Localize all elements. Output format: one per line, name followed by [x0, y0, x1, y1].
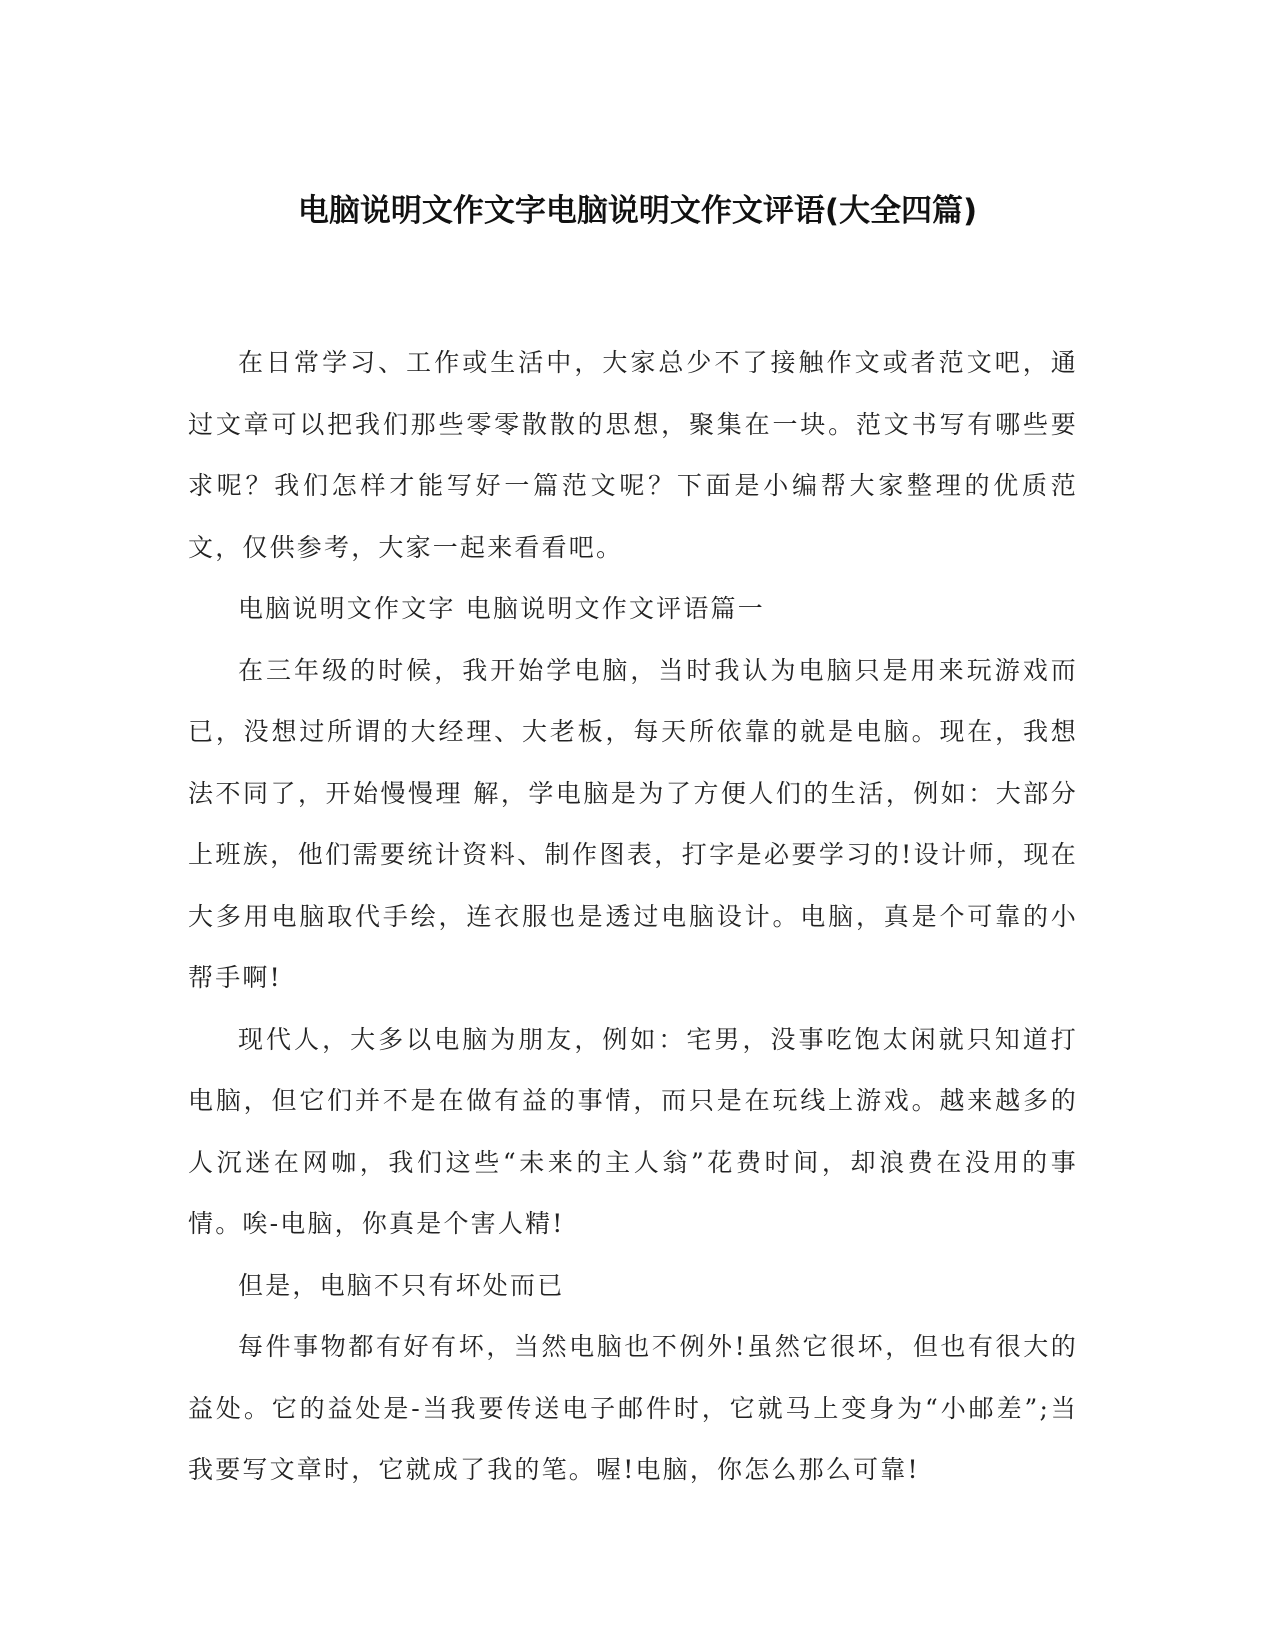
- body-paragraph: 每件事物都有好有坏，当然电脑也不例外!虽然它很坏，但也有很大的益处。它的益处是-当我要传送电子邮件时，它就马上变身为“小邮差”;当我要写文章时，它就成了我的笔。喔!电脑，你怎么那么可靠!: [188, 1332, 1078, 1484]
- body-paragraph: 在三年级的时候，我开始学电脑，当时我认为电脑只是用来玩游戏而已，没想过所谓的大经理、大老板，每天所依靠的就是电脑。现在，我想法不同了，开始慢慢理 解，学电脑是为了方便人们的生活，例如：大部分上班族，他们需要统计资料、制作图表，打字是必要学习的!设计师，现在大多用电脑取代手绘，连衣服也是透过电脑设计。电脑，真是个可靠的小帮手啊!: [188, 655, 1078, 992]
- document-body: [188, 332, 1078, 1501]
- body-paragraph: 但是，电脑不只有坏处而已: [238, 1270, 565, 1300]
- section-heading: 电脑说明文作文字 电脑说明文作文评语篇一: [238, 594, 765, 623]
- document-title: 电脑说明文作文字电脑说明文作文评语(大全四篇): [297, 193, 978, 229]
- intro-paragraph: 在日常学习、工作或生活中，大家总少不了接触作文或者范文吧，通过文章可以把我们那些零零散散的思想，聚集在一块。范文书写有哪些要求呢？我们怎样才能写好一篇范文呢？下面是小编帮大家整理的优质范文，仅供参考，大家一起来看看吧。: [188, 348, 1078, 562]
- body-paragraph: 现代人，大多以电脑为朋友，例如：宅男，没事吃饱太闲就只知道打电脑，但它们并不是在做有益的事情，而只是在玩线上游戏。越来越多的人沉迷在网咖，我们这些“未来的主人翁”花费时间，却浪费在没用的事情。唉-电脑，你真是个害人精!: [188, 1024, 1078, 1238]
